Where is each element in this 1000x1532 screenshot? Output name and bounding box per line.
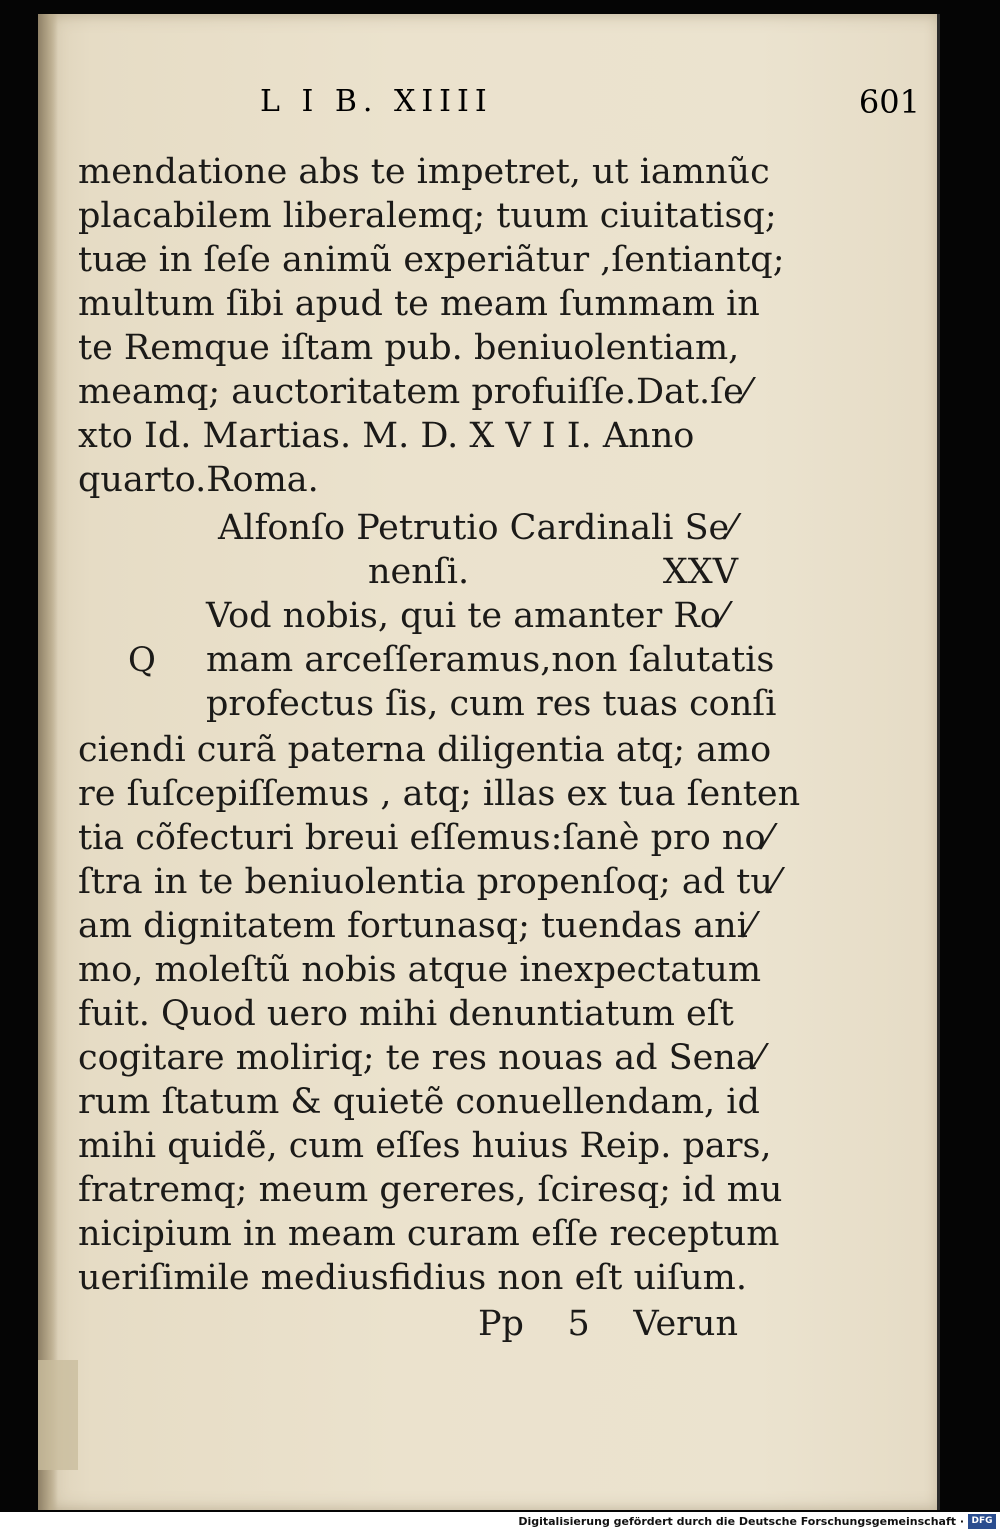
page-edge xyxy=(937,14,940,1510)
page-stain xyxy=(38,1360,78,1470)
body-line-3: tuæ in ſeſe animũ experiãtur ,ſentiantq; xyxy=(78,240,785,280)
catchword: Verun xyxy=(633,1304,738,1344)
body2-line-6: mo, moleſtũ nobis atque inexpectatum xyxy=(78,950,762,990)
page-gutter xyxy=(38,14,58,1510)
body2-line-3: tia cõfecturi breui eſſemus:ſanè pro no⁄ xyxy=(78,818,772,858)
leaf-number: 5 xyxy=(567,1304,590,1344)
letter-heading-line-1: Alfonſo Petrutio Cardinali Se⁄ xyxy=(218,508,736,548)
body-line-5: te Remque iſtam pub. beniuolentiam, xyxy=(78,328,740,368)
indented-line-3: profectus ſis, cum res tuas conſi xyxy=(206,684,777,724)
body2-line-5: am dignitatem fortunasq; tuendas ani⁄ xyxy=(78,906,754,946)
body-line-6: meamq; auctoritatem profuiſſe.Dat.ſe⁄ xyxy=(78,372,750,412)
body2-line-4: ſtra in te beniuolentia propenſoq; ad tu⁄ xyxy=(78,862,779,902)
body-line-8: quarto.Roma. xyxy=(78,460,319,500)
funding-credit: Digitalisierung gefördert durch die Deutsche Forschungsgemeinschaft · xyxy=(518,1515,964,1528)
dfg-logo-icon: DFG xyxy=(968,1514,996,1529)
letter-number: XXV xyxy=(662,552,738,592)
signature-mark: Pp xyxy=(478,1304,524,1344)
body2-line-12: nicipium in meam curam eſſe receptum xyxy=(78,1214,780,1254)
body2-line-7: fuit. Quod uero mihi denuntiatum eſt xyxy=(78,994,734,1034)
indented-line-2: mam arceſſeramus,non ſalutatis xyxy=(206,640,775,680)
body2-line-13: ueriſimile mediusfidius non eſt uiſum. xyxy=(78,1258,747,1298)
body2-line-11: fratremq; meum gereres, ſciresq; id mu xyxy=(78,1170,783,1210)
letter-heading-line-2 xyxy=(368,550,738,594)
body2-line-2: re ſuſcepiſſemus , atq; illas ex tua ſenten xyxy=(78,774,801,814)
body2-line-1: ciendi curã paterna diligentia atq; amo xyxy=(78,730,772,770)
body2-line-9: rum ſtatum & quietẽ conuellendam, id xyxy=(78,1082,760,1122)
digitization-footer xyxy=(0,1512,1000,1532)
running-head xyxy=(260,80,920,124)
running-head-title: L I B. XIIII xyxy=(260,84,493,119)
indented-line-1: Vod nobis, qui te amanter Ro⁄ xyxy=(206,596,727,636)
body-line-2: placabilem liberalemq; tuum ciuitatisq; xyxy=(78,196,777,236)
book-page xyxy=(38,14,940,1510)
page-number: 601 xyxy=(858,83,920,121)
body2-line-8: cogitare moliriq; te res nouas ad Sena⁄ xyxy=(78,1038,763,1078)
body2-line-10: mihi quidẽ, cum eſſes huius Reip. pars, xyxy=(78,1126,772,1166)
body-line-4: multum ſibi apud te meam ſummam in xyxy=(78,284,760,324)
body-line-7: xto Id. Martias. M. D. X V I I. Anno xyxy=(78,416,695,456)
guide-letter: Q xyxy=(128,640,156,680)
catchline xyxy=(478,1302,738,1346)
body-line-1: mendatione abs te impetret, ut iamnũc xyxy=(78,152,770,192)
letter-heading-recipient: nenſi. xyxy=(368,552,470,592)
